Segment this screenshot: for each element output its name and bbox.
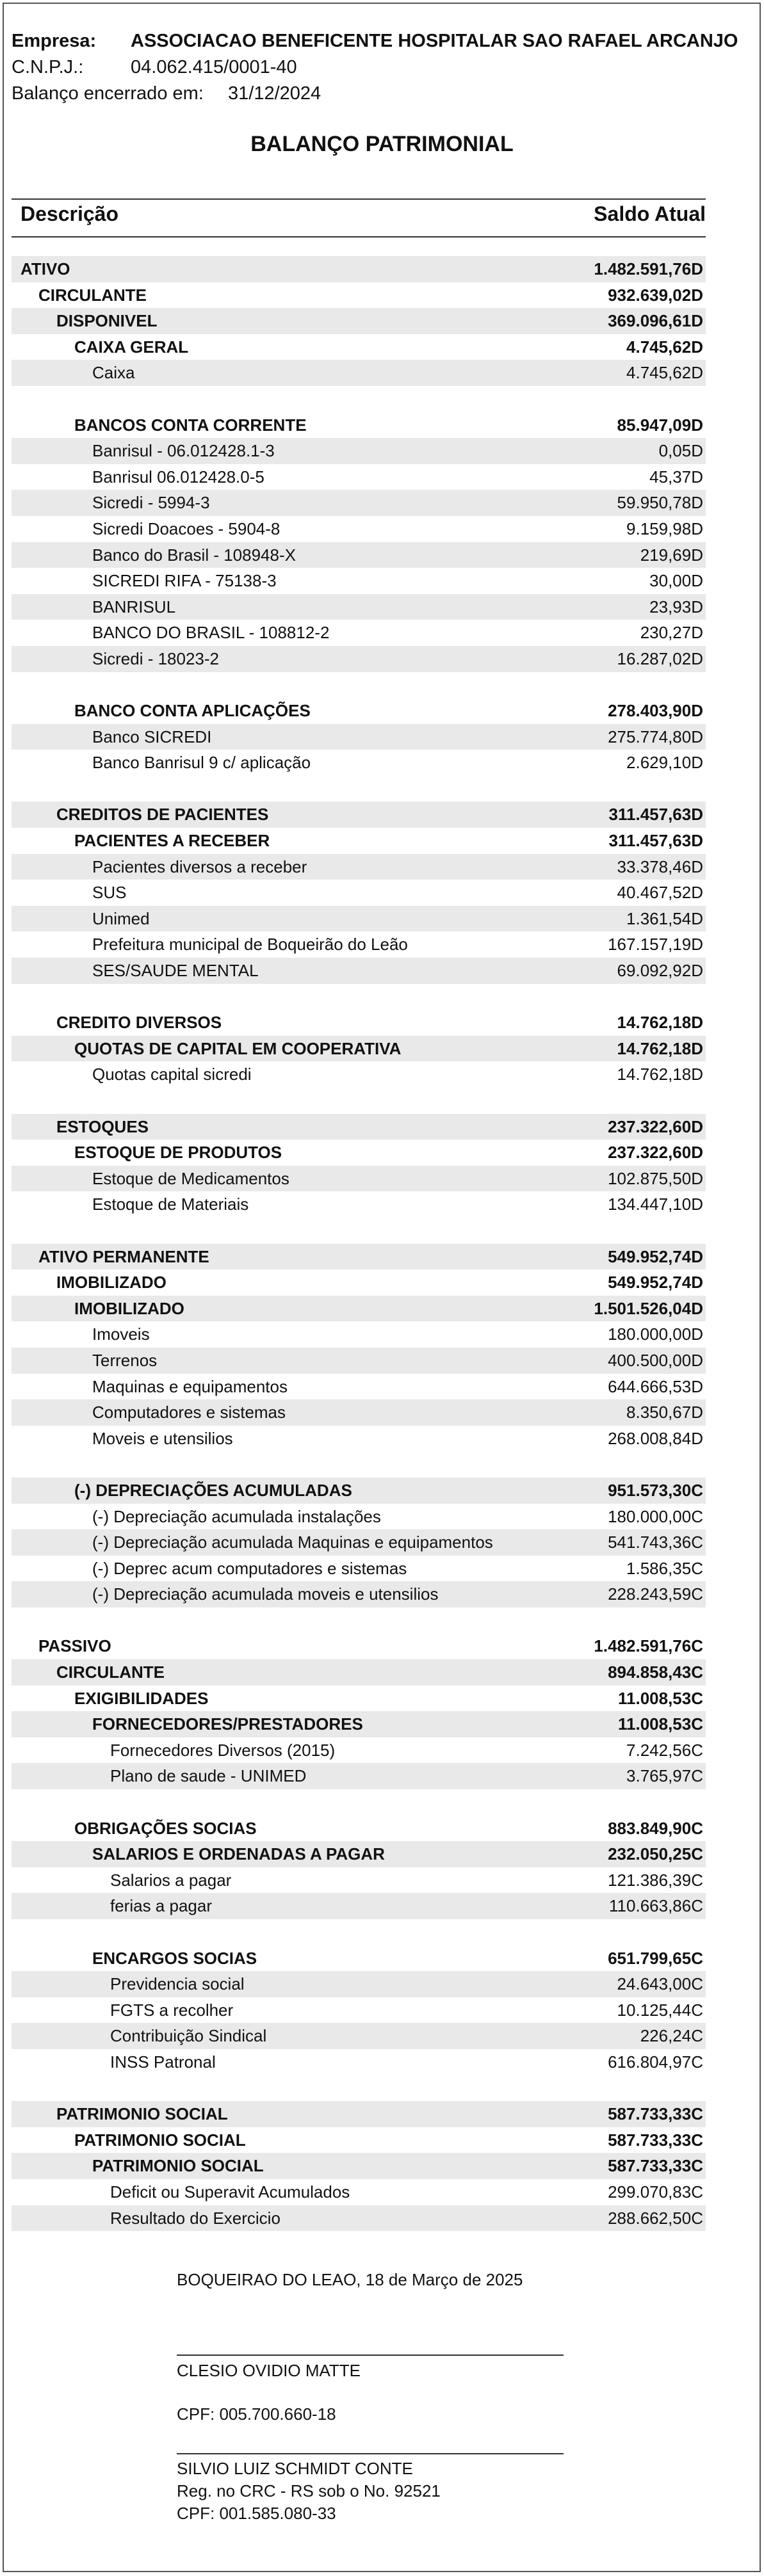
row-description: SES/SAUDE MENTAL: [92, 961, 259, 981]
row-description: CREDITOS DE PACIENTES: [56, 805, 269, 825]
row-description: Computadores e sistemas: [92, 1403, 286, 1422]
row-amount: 275.774,80D: [608, 727, 703, 746]
row-amount: 230,27D: [640, 623, 703, 643]
account-row: [12, 1867, 706, 1894]
group-row: [12, 1841, 706, 1867]
row-amount: 10.125,44C: [617, 2000, 703, 2020]
spacer-row: [12, 1919, 706, 1945]
row-amount: 180.000,00C: [608, 1506, 703, 1526]
row-description: Banrisul - 06.012428.1-3: [92, 441, 275, 461]
row-amount: 16.287,02D: [617, 648, 703, 668]
account-row: [12, 568, 706, 594]
row-description: ESTOQUE DE PRODUTOS: [74, 1143, 282, 1163]
row-description: ATIVO PERMANENTE: [38, 1246, 209, 1266]
row-amount: 311.457,63D: [608, 831, 703, 851]
group-row: [12, 698, 706, 724]
row-amount: 45,37D: [649, 467, 703, 487]
row-description: BANRISUL: [92, 597, 176, 616]
row-amount: 549.952,74D: [608, 1246, 703, 1266]
row-description: FGTS a recolher: [110, 2000, 234, 2020]
spacer-row: [12, 672, 706, 698]
group-row: [12, 801, 706, 828]
row-amount: 237.322,60D: [608, 1143, 703, 1163]
row-description: CIRCULANTE: [56, 1662, 165, 1682]
group-row: [12, 1633, 706, 1659]
account-row: [12, 1348, 706, 1374]
row-amount: 311.457,63D: [608, 805, 703, 825]
row-amount: 110.663,86C: [609, 1896, 703, 1916]
row-description: Banco do Brasil - 108948-X: [92, 545, 296, 565]
row-description: Banco Banrisul 9 c/ aplicação: [92, 753, 311, 773]
header-rule-bottom: [12, 236, 706, 237]
row-amount: 278.403,90D: [608, 701, 703, 721]
row-amount: 4.745,62D: [626, 363, 703, 383]
row-description: FORNECEDORES/PRESTADORES: [92, 1714, 363, 1734]
row-description: Salarios a pagar: [110, 1870, 232, 1890]
group-row: [12, 256, 706, 282]
account-row: [12, 490, 706, 516]
row-description: SALARIOS E ORDENADAS A PAGAR: [92, 1844, 385, 1864]
row-description: INSS Patronal: [110, 2052, 216, 2072]
row-amount: 587.733,33C: [608, 2130, 703, 2150]
row-amount: 232.050,25C: [608, 1844, 703, 1864]
account-row: [12, 360, 706, 386]
account-row: [12, 646, 706, 672]
row-amount: 8.350,67D: [626, 1403, 703, 1422]
row-amount: 3.765,97C: [626, 1766, 703, 1786]
row-description: Pacientes diversos a receber: [92, 857, 307, 876]
account-row: [12, 2023, 706, 2049]
cnpj-value: 04.062.415/0001-40: [131, 57, 297, 77]
row-amount: 1.586,35C: [626, 1558, 703, 1578]
row-amount: 2.629,10D: [626, 753, 703, 773]
row-description: ESTOQUES: [56, 1116, 149, 1136]
row-description: OBRIGAÇÕES SOCIAS: [74, 1818, 257, 1838]
account-row: [12, 542, 706, 568]
spacer-row: [12, 776, 706, 802]
row-amount: 237.322,60D: [608, 1116, 703, 1136]
row-description: Terrenos: [92, 1350, 158, 1370]
row-amount: 11.008,53C: [617, 1714, 703, 1734]
account-row: [12, 1166, 706, 1192]
closing-line: [12, 83, 321, 104]
row-description: (-) Depreciação acumulada moveis e utensilios: [92, 1584, 439, 1604]
spacer-row: [12, 2075, 706, 2102]
row-description: (-) DEPRECIAÇÕES ACUMULADAS: [74, 1480, 352, 1500]
signature-line-1: [177, 2355, 564, 2356]
account-row: [12, 1426, 706, 1452]
row-amount: 268.008,84D: [608, 1428, 703, 1448]
row-description: Caixa: [92, 363, 135, 383]
row-description: Prefeitura municipal de Boqueirão do Leão: [92, 935, 408, 954]
row-description: Sicredi - 5994-3: [92, 493, 210, 513]
group-row: [12, 2127, 706, 2153]
account-row: [12, 2205, 706, 2232]
row-description: Estoque de Medicamentos: [92, 1168, 289, 1188]
signer1-name: CLESIO OVIDIO MATTE: [177, 2361, 361, 2380]
company-line: [12, 31, 738, 52]
row-amount: 369.096,61D: [608, 311, 703, 331]
spacer-row: [12, 984, 706, 1010]
row-description: QUOTAS DE CAPITAL EM COOPERATIVA: [74, 1038, 402, 1058]
group-row: [12, 1296, 706, 1322]
account-row: [12, 931, 706, 958]
group-row: [12, 1686, 706, 1712]
group-row: [12, 2153, 706, 2179]
spacer-row: [12, 386, 706, 412]
row-amount: 1.482.591,76D: [594, 259, 703, 278]
row-description: PACIENTES A RECEBER: [74, 831, 270, 851]
group-row: [12, 1815, 706, 1842]
row-description: Quotas capital sicredi: [92, 1065, 252, 1084]
row-description: (-) Deprec acum computadores e sistemas: [92, 1558, 407, 1578]
row-description: Fornecedores Diversos (2015): [110, 1740, 336, 1760]
row-amount: 0,05D: [658, 441, 703, 461]
row-amount: 226,24C: [640, 2026, 703, 2046]
group-row: [12, 1659, 706, 1686]
account-row: [12, 620, 706, 646]
row-description: Deficit ou Superavit Acumulados: [110, 2182, 350, 2202]
row-description: ferias a pagar: [110, 1896, 212, 1916]
account-row: [12, 1737, 706, 1764]
column-description: Descrição: [20, 202, 118, 225]
account-row: [12, 1191, 706, 1218]
account-row: [12, 516, 706, 542]
row-amount: 11.008,53C: [617, 1688, 703, 1708]
signer2-name: SILVIO LUIZ SCHMIDT CONTE: [177, 2459, 413, 2478]
signer1-cpf: CPF: 005.700.660-18: [177, 2404, 336, 2424]
row-description: SICREDI RIFA - 75138-3: [92, 571, 277, 591]
row-description: Moveis e utensilios: [92, 1428, 233, 1448]
account-row: [12, 1374, 706, 1400]
row-description: (-) Depreciação acumulada Maquinas e equipamentos: [92, 1533, 493, 1552]
row-amount: 167.157,19D: [608, 935, 703, 954]
account-row: [12, 906, 706, 932]
row-amount: 288.662,50C: [608, 2208, 703, 2228]
group-row: [12, 1114, 706, 1140]
row-description: ENCARGOS SOCIAS: [92, 1948, 257, 1968]
company-label: Empresa:: [12, 31, 97, 51]
row-description: BANCO CONTA APLICAÇÕES: [74, 701, 311, 721]
account-row: [12, 1399, 706, 1426]
row-amount: 932.639,02D: [608, 285, 703, 305]
account-row: [12, 594, 706, 620]
group-row: [12, 1711, 706, 1737]
row-amount: 9.159,98D: [626, 519, 703, 538]
row-amount: 59.950,78D: [617, 493, 703, 513]
account-row: [12, 958, 706, 984]
row-amount: 616.804,97C: [608, 2052, 703, 2072]
row-description: Imoveis: [92, 1324, 150, 1344]
row-amount: 121.386,39C: [608, 1870, 703, 1890]
row-amount: 102.875,50D: [608, 1168, 703, 1188]
group-row: [12, 1036, 706, 1062]
company-name: ASSOCIACAO BENEFICENTE HOSPITALAR SAO RAFAEL ARCANJO: [131, 31, 738, 51]
row-amount: 883.849,90C: [608, 1818, 703, 1838]
row-amount: 400.500,00D: [608, 1350, 703, 1370]
account-row: [12, 1556, 706, 1582]
spacer-row: [12, 1218, 706, 1244]
account-row: [12, 880, 706, 906]
row-amount: 14.762,18D: [617, 1065, 703, 1084]
account-row: [12, 2049, 706, 2075]
row-description: Unimed: [92, 908, 150, 928]
group-row: [12, 1477, 706, 1504]
group-row: [12, 1269, 706, 1296]
page-title: BALANÇO PATRIMONIAL: [250, 132, 514, 156]
row-amount: 14.762,18D: [617, 1013, 703, 1033]
row-description: Plano de saude - UNIMED: [110, 1766, 307, 1786]
row-description: IMOBILIZADO: [56, 1273, 167, 1292]
account-row: [12, 1971, 706, 1997]
row-amount: 30,00D: [649, 571, 703, 591]
group-row: [12, 1139, 706, 1166]
balance-table: [12, 256, 706, 2231]
group-row: [12, 334, 706, 360]
group-row: [12, 828, 706, 854]
row-amount: 85.947,09D: [617, 415, 703, 435]
closing-label: Balanço encerrado em:: [12, 83, 204, 104]
row-description: EXIGIBILIDADES: [74, 1688, 209, 1708]
row-amount: 1.482.591,76C: [594, 1636, 703, 1656]
group-row: [12, 1244, 706, 1270]
account-row: [12, 1529, 706, 1556]
account-row: [12, 438, 706, 464]
spacer-row: [12, 1607, 706, 1634]
account-row: [12, 1893, 706, 1919]
account-row: [12, 2179, 706, 2205]
row-amount: 24.643,00C: [617, 1974, 703, 1994]
column-balance: Saldo Atual: [594, 202, 706, 225]
spacer-row: [12, 1789, 706, 1815]
row-description: Estoque de Materiais: [92, 1195, 249, 1214]
row-description: Previdencia social: [110, 1974, 245, 1994]
row-description: IMOBILIZADO: [74, 1298, 184, 1318]
account-row: [12, 1061, 706, 1088]
row-amount: 299.070,83C: [608, 2182, 703, 2202]
row-amount: 894.858,43C: [608, 1662, 703, 1682]
row-amount: 1.361,54D: [626, 908, 703, 928]
row-amount: 219,69D: [640, 545, 703, 565]
row-amount: 69.092,92D: [617, 961, 703, 981]
group-row: [12, 2101, 706, 2127]
header-rule-top: [12, 198, 706, 200]
row-amount: 134.447,10D: [608, 1195, 703, 1214]
row-description: DISPONIVEL: [56, 311, 158, 331]
row-description: CREDITO DIVERSOS: [56, 1013, 222, 1033]
row-amount: 33.378,46D: [617, 857, 703, 876]
row-amount: 180.000,00D: [608, 1324, 703, 1344]
row-amount: 549.952,74D: [608, 1273, 703, 1292]
row-description: Sicredi - 18023-2: [92, 648, 219, 668]
signature-line-2: [177, 2453, 564, 2454]
group-row: [12, 412, 706, 439]
group-row: [12, 308, 706, 334]
row-description: Banco SICREDI: [92, 727, 212, 746]
row-description: BANCO DO BRASIL - 108812-2: [92, 623, 330, 643]
account-row: [12, 854, 706, 880]
account-row: [12, 750, 706, 776]
row-amount: 644.666,53D: [608, 1376, 703, 1396]
row-amount: 14.762,18D: [617, 1038, 703, 1058]
row-amount: 541.743,36C: [608, 1533, 703, 1552]
group-row: [12, 282, 706, 309]
row-amount: 23,93D: [649, 597, 703, 616]
account-row: [12, 724, 706, 750]
row-amount: 228.243,59C: [608, 1584, 703, 1604]
row-amount: 7.242,56C: [626, 1740, 703, 1760]
account-row: [12, 1581, 706, 1607]
account-row: [12, 1763, 706, 1789]
row-description: CIRCULANTE: [38, 285, 147, 305]
row-description: BANCOS CONTA CORRENTE: [74, 415, 307, 435]
row-description: PATRIMONIO SOCIAL: [56, 2104, 228, 2124]
row-description: Contribuição Sindical: [110, 2026, 267, 2046]
row-description: SUS: [92, 883, 127, 903]
account-row: [12, 464, 706, 490]
row-description: Sicredi Doacoes - 5904-8: [92, 519, 280, 538]
row-amount: 587.733,33C: [608, 2104, 703, 2124]
signer2-cpf: CPF: 001.585.080-33: [177, 2504, 336, 2523]
closing-date: 31/12/2024: [228, 83, 321, 104]
place-date: BOQUEIRAO DO LEAO, 18 de Março de 2025: [177, 2270, 523, 2289]
row-amount: 587.733,33C: [608, 2156, 703, 2176]
row-description: Banrisul 06.012428.0-5: [92, 467, 264, 487]
spacer-row: [12, 1088, 706, 1114]
row-description: Maquinas e equipamentos: [92, 1376, 288, 1396]
row-amount: 4.745,62D: [626, 337, 703, 357]
cnpj-label: C.N.P.J.:: [12, 57, 84, 77]
row-amount: 651.799,65C: [608, 1948, 703, 1968]
row-description: (-) Depreciação acumulada instalações: [92, 1506, 381, 1526]
row-description: CAIXA GERAL: [74, 337, 189, 357]
group-row: [12, 1945, 706, 1972]
account-row: [12, 1504, 706, 1530]
row-amount: 951.573,30C: [608, 1480, 703, 1500]
row-description: ATIVO: [20, 259, 70, 278]
cnpj-line: [12, 57, 297, 78]
row-description: Resultado do Exercicio: [110, 2208, 280, 2228]
account-row: [12, 1321, 706, 1348]
row-amount: 40.467,52D: [617, 883, 703, 903]
row-description: PATRIMONIO SOCIAL: [92, 2156, 264, 2176]
group-row: [12, 1010, 706, 1036]
row-description: PATRIMONIO SOCIAL: [74, 2130, 246, 2150]
row-description: PASSIVO: [38, 1636, 111, 1656]
spacer-row: [12, 1451, 706, 1477]
row-amount: 1.501.526,04D: [594, 1298, 703, 1318]
signer2-crc: Reg. no CRC - RS sob o No. 92521: [177, 2481, 441, 2500]
account-row: [12, 1997, 706, 2024]
